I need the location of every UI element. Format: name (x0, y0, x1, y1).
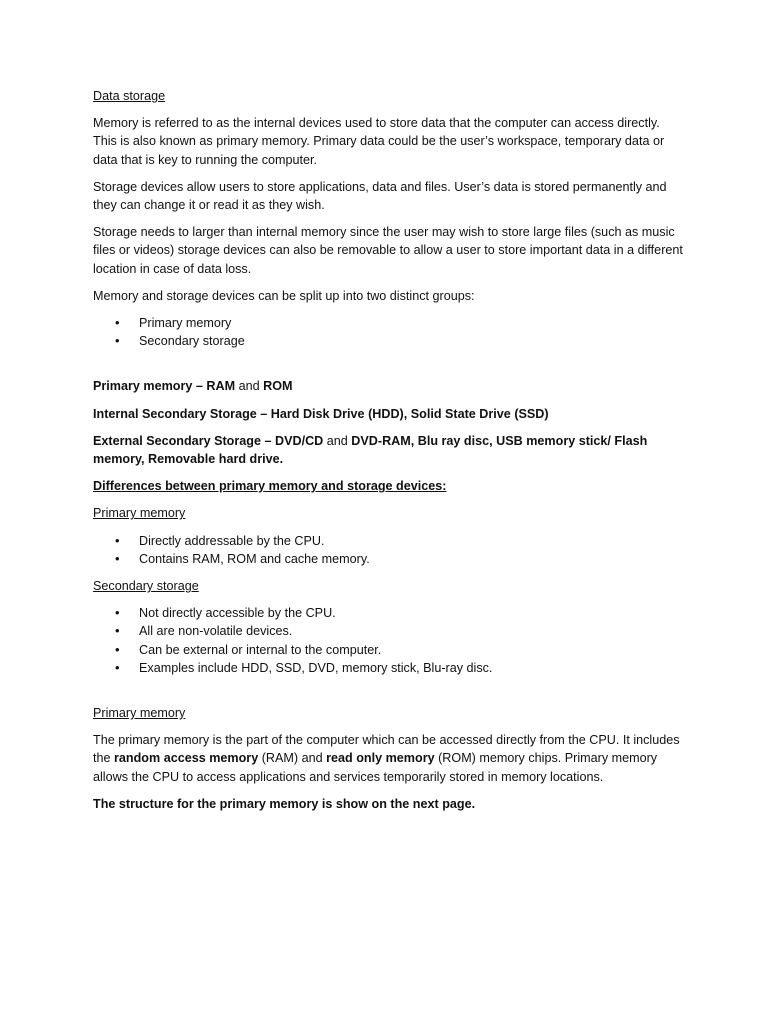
closing-statement: The structure for the primary memory is show on the next page. (93, 796, 476, 811)
spacer (93, 686, 683, 704)
internal-storage-category: Internal Secondary Storage – Hard Disk Drive (HDD), Solid State Drive (SSD) (93, 406, 549, 421)
primary-memory-paragraph (93, 731, 683, 786)
differences-heading: Differences between primary memory and storage devices: (93, 479, 447, 494)
rom-term: read only memory (326, 751, 435, 766)
list-item: • Secondary storage (93, 332, 683, 350)
paragraph-text: The primary memory is the part of the computer which can be accessed directly from the CPU. It includes the (93, 733, 680, 766)
list-item: • Primary memory (93, 314, 683, 332)
intro-paragraph-2: Storage devices allow users to store applications, data and files. User’s data is stored permanently and they can change it or read it as they wish. (93, 179, 667, 213)
primary-memory-subheading: Primary memory (93, 506, 186, 521)
category-rest: DVD-RAM, Blu ray disc, USB memory stick/ Flash memory, Removable hard drive. (93, 433, 648, 467)
primary-memory-category (93, 377, 683, 395)
secondary-points-list (93, 604, 683, 677)
primary-points-list (93, 532, 683, 568)
document-page (93, 87, 683, 822)
spacer (93, 359, 683, 377)
category-label: External Secondary Storage – DVD/CD (93, 433, 324, 448)
list-item: • Contains RAM, ROM and cache memory. (93, 550, 683, 568)
intro-paragraph-3: Storage needs to larger than internal memory since the user may wish to store large files (such as music files or videos) storage devices can also be removable to allow a user to store important data in a different location in case of data loss. (93, 225, 683, 276)
external-storage-category (93, 432, 683, 468)
category-joiner: and (235, 379, 264, 394)
document-title: Data storage (93, 89, 166, 103)
intro-paragraph-4: Memory and storage devices can be split up into two distinct groups: (93, 288, 475, 303)
paragraph-text: (RAM) and (258, 751, 327, 766)
groups-list (93, 314, 683, 350)
category-rest: ROM (263, 379, 293, 394)
intro-paragraph-1: Memory is referred to as the internal devices used to store data that the computer can access directly. This is also known as primary memory. Primary data could be the user’s workspace, temporary data or data that is key to running the computer. (93, 116, 665, 167)
list-item: • Can be external or internal to the computer. (93, 641, 683, 659)
primary-memory-section-heading: Primary memory (93, 706, 186, 721)
ram-term: random access memory (114, 751, 259, 766)
category-label: Primary memory – RAM (93, 379, 236, 394)
paragraph-text: (ROM) memory chips. Primary memory allows the CPU to access applications and services temporarily stored in memory locations. (93, 751, 658, 784)
list-item: • Not directly accessible by the CPU. (93, 604, 683, 622)
list-item: • Examples include HDD, SSD, DVD, memory stick, Blu-ray disc. (93, 659, 683, 677)
list-item: • All are non-volatile devices. (93, 622, 683, 640)
secondary-storage-subheading: Secondary storage (93, 579, 199, 594)
list-item: • Directly addressable by the CPU. (93, 532, 683, 550)
category-joiner: and (323, 433, 352, 448)
